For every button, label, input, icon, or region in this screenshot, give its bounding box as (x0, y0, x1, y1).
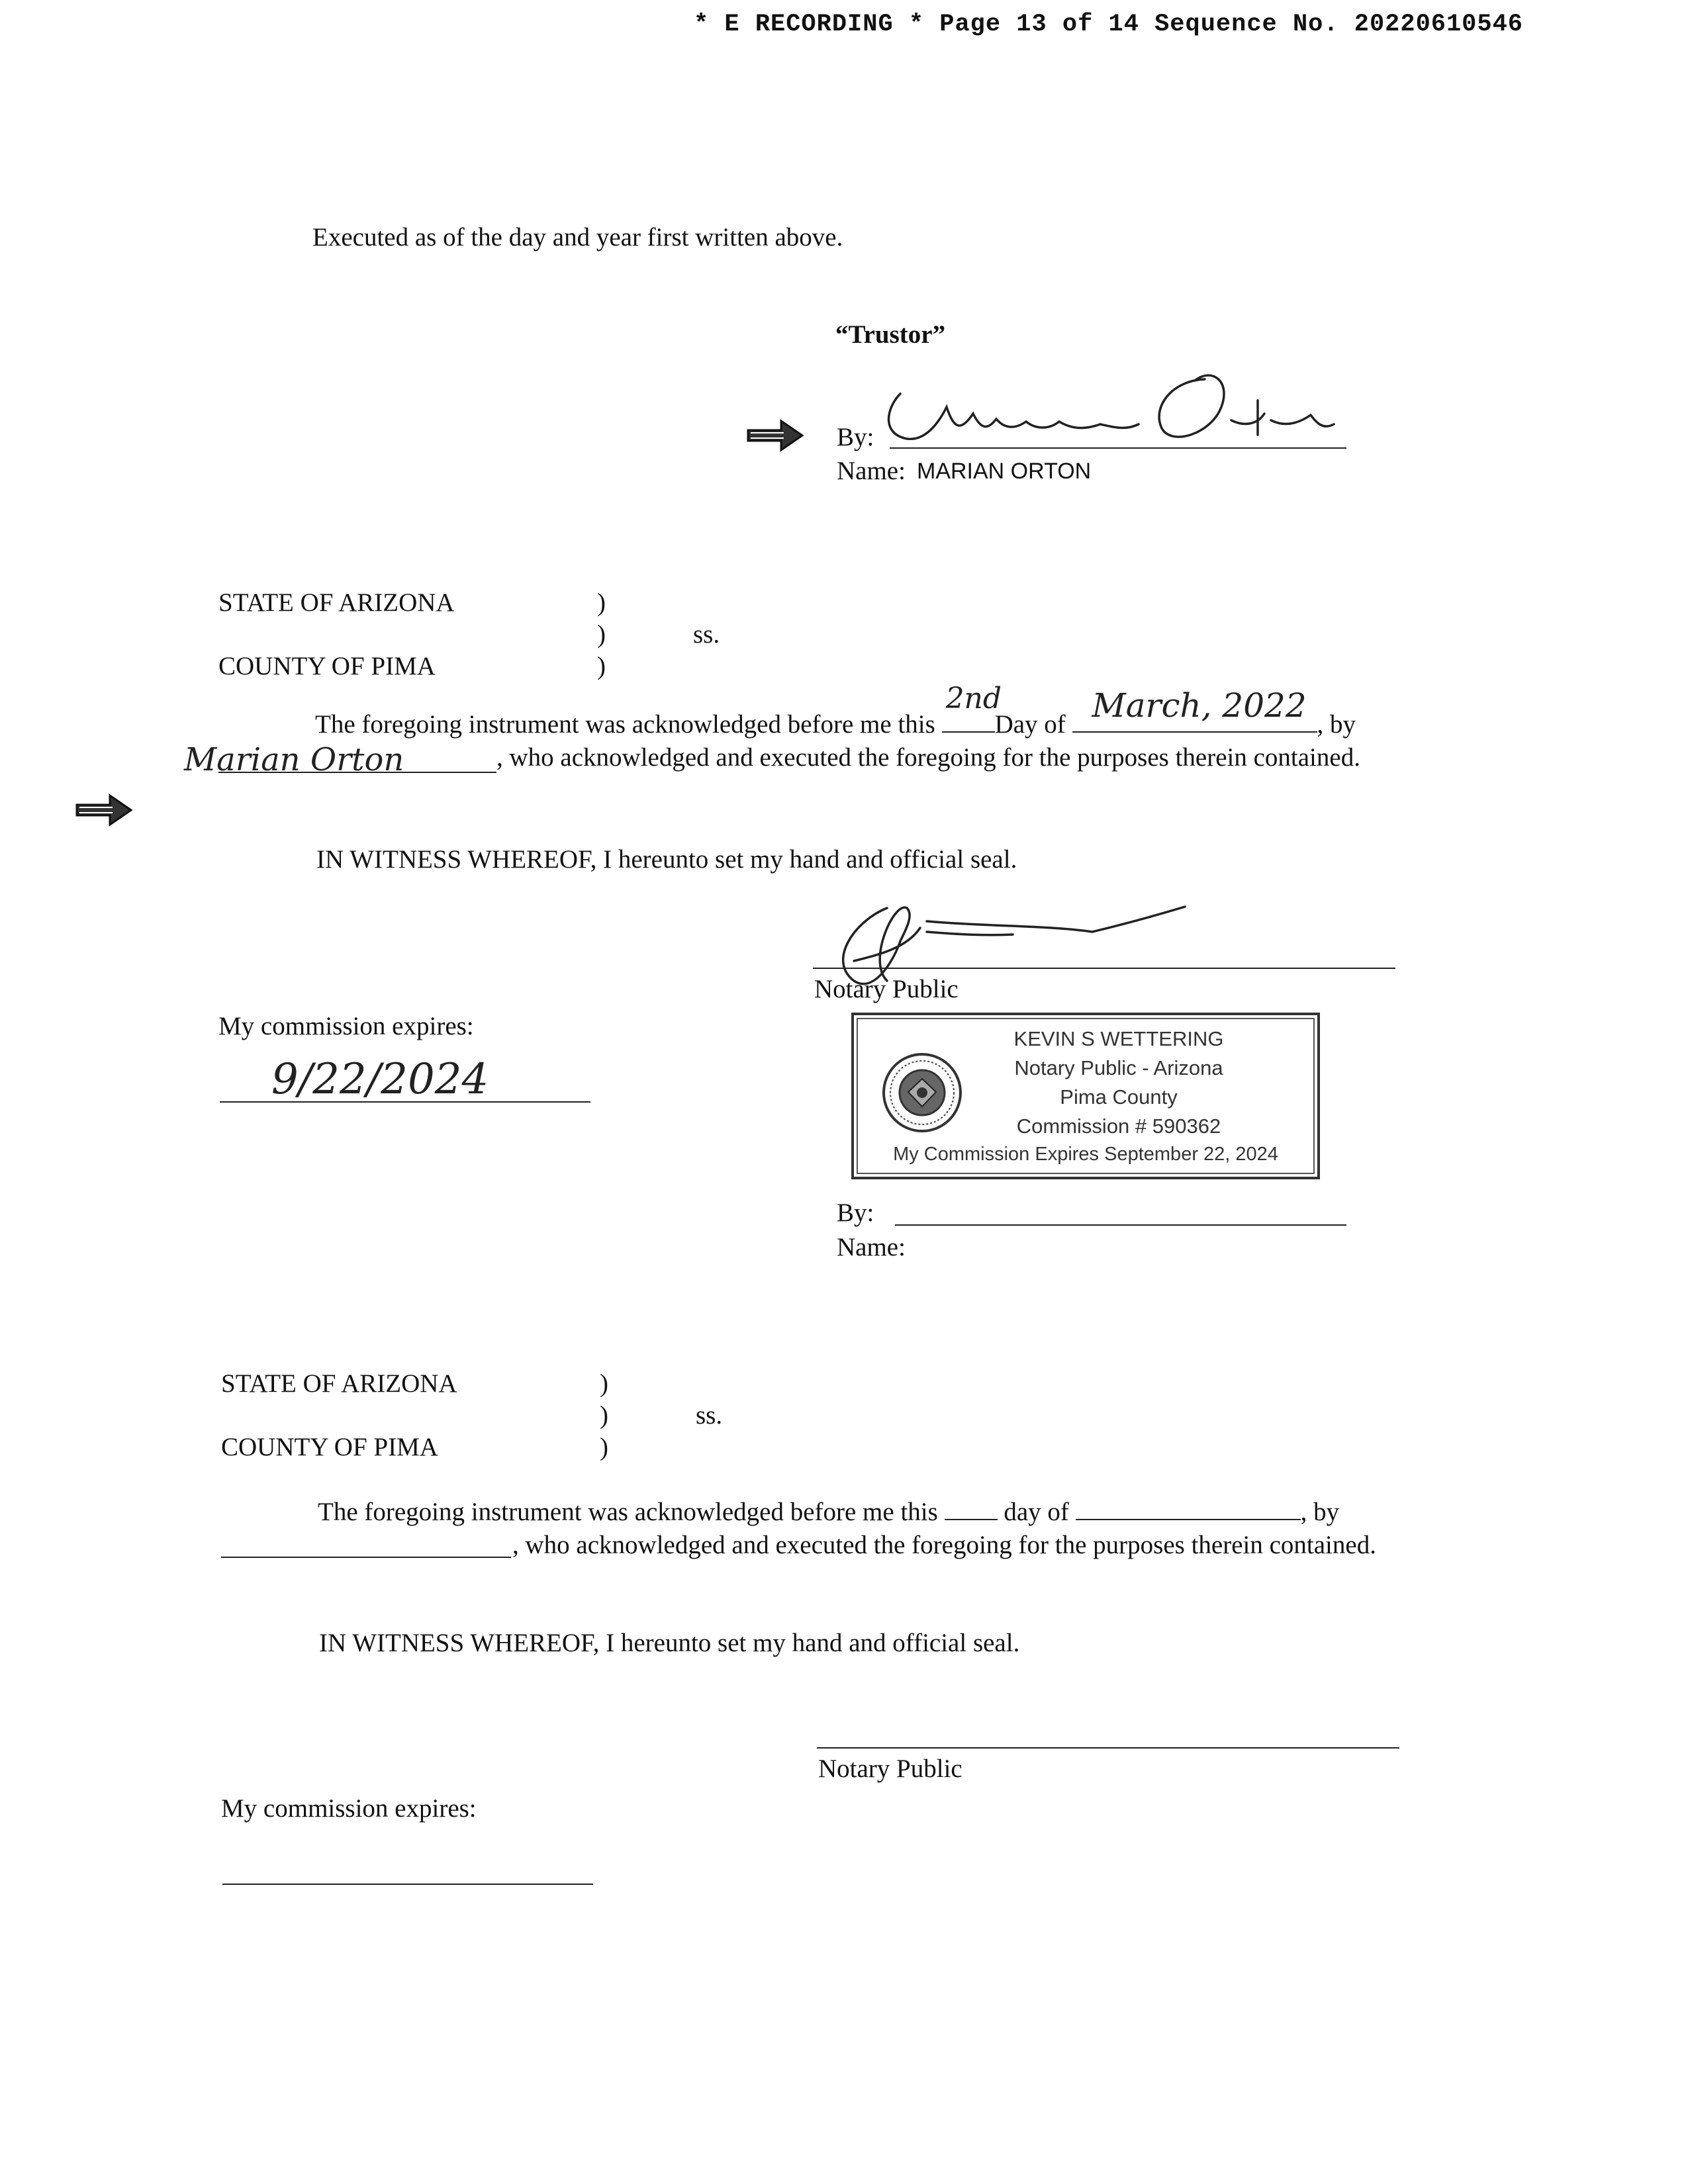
arrow-right-icon (75, 792, 134, 829)
stamp-name: KEVIN S WETTERING (1013, 1027, 1224, 1050)
ack2-text-by: , by (1300, 1498, 1340, 1526)
notary-stamp (851, 1013, 1320, 1179)
trustor-label: “Trustor” (835, 320, 946, 349)
ack1-paragraph (218, 682, 1456, 741)
ack1-month-handwritten: March, 2022 (1092, 686, 1307, 725)
ack1-paren-1: ) (597, 588, 606, 617)
ack2-ss: ss. (696, 1401, 723, 1430)
ack1-month-blank (1072, 686, 1317, 733)
ack2-paragraph (221, 1496, 1459, 1529)
ack1-by-label: By: (837, 1199, 874, 1227)
ack1-text-day-of: Day of (994, 710, 1066, 739)
stamp-title: Notary Public - Arizona (1014, 1056, 1223, 1079)
ack2-county: COUNTY OF PIMA (221, 1433, 438, 1461)
ack1-paren-2: ) (597, 620, 606, 649)
stamp-county: Pima County (1060, 1085, 1178, 1109)
ack1-ss: ss. (693, 620, 720, 649)
ack1-person-handwritten: Marian Orton (184, 741, 404, 778)
trustor-by-label: By: (837, 423, 874, 451)
recording-header: * E RECORDING * Page 13 of 14 Sequence No. 20220610546 (694, 11, 1523, 38)
ack2-paren-1: ) (600, 1369, 608, 1398)
ack1-state: STATE OF ARIZONA (218, 588, 455, 617)
ack1-by-line (895, 1224, 1346, 1226)
ack1-paren-3: ) (597, 652, 606, 680)
ack2-commission-line[interactable] (222, 1884, 593, 1885)
ack2-commission-label: My commission expires: (221, 1794, 477, 1823)
ack2-state: STATE OF ARIZONA (221, 1369, 457, 1398)
ack1-commission-handwritten: 9/22/2024 (271, 1055, 489, 1104)
ack1-commission-label: My commission expires: (218, 1012, 474, 1040)
ack2-text-day-of: day of (1004, 1498, 1069, 1526)
ack2-paren-3: ) (600, 1433, 608, 1461)
ack2-text-start: The foregoing instrument was acknowledged before me this (318, 1498, 938, 1526)
arrow-right-icon (747, 417, 805, 454)
ack1-county: COUNTY OF PIMA (218, 652, 436, 680)
execution-statement: Executed as of the day and year first written above. (312, 223, 843, 251)
trustor-signature-line (890, 447, 1346, 449)
ack2-day-blank[interactable] (945, 1496, 998, 1520)
trustor-name-value: MARIAN ORTON (917, 459, 1092, 484)
ack2-witness: IN WITNESS WHEREOF, I hereunto set my hand and official seal. (319, 1629, 1020, 1657)
ack1-notary-label: Notary Public (814, 975, 959, 1003)
trustor-signature (861, 361, 1337, 440)
ack2-paren-2: ) (600, 1401, 608, 1430)
ack1-day-handwritten: 2nd (945, 682, 1002, 715)
stamp-commission: Commission # 590362 (1016, 1115, 1221, 1138)
ack1-text-start: The foregoing instrument was acknowledged before me this (315, 710, 935, 739)
ack1-notary-line (813, 968, 1395, 969)
ack1-day-blank (942, 682, 1002, 733)
notary-signature (814, 895, 1225, 987)
ack1-text-by: , by (1317, 710, 1356, 739)
ack2-notary-line[interactable] (817, 1747, 1399, 1749)
ack1-name-label: Name: (837, 1233, 906, 1261)
stamp-expires: My Commission Expires September 22, 2024 (893, 1144, 1278, 1165)
trustor-name-label: Name: (837, 457, 906, 485)
ack2-text-who: , who acknowledged and executed the foregoing for the purposes therein contained. (512, 1531, 1376, 1559)
ack1-text-who: , who acknowledged and executed the foregoing for the purposes therein contained. (496, 743, 1360, 772)
ack1-witness: IN WITNESS WHEREOF, I hereunto set my hand and official seal. (316, 845, 1017, 874)
ack2-month-blank[interactable] (1076, 1496, 1301, 1520)
ack2-notary-label: Notary Public (818, 1754, 962, 1783)
